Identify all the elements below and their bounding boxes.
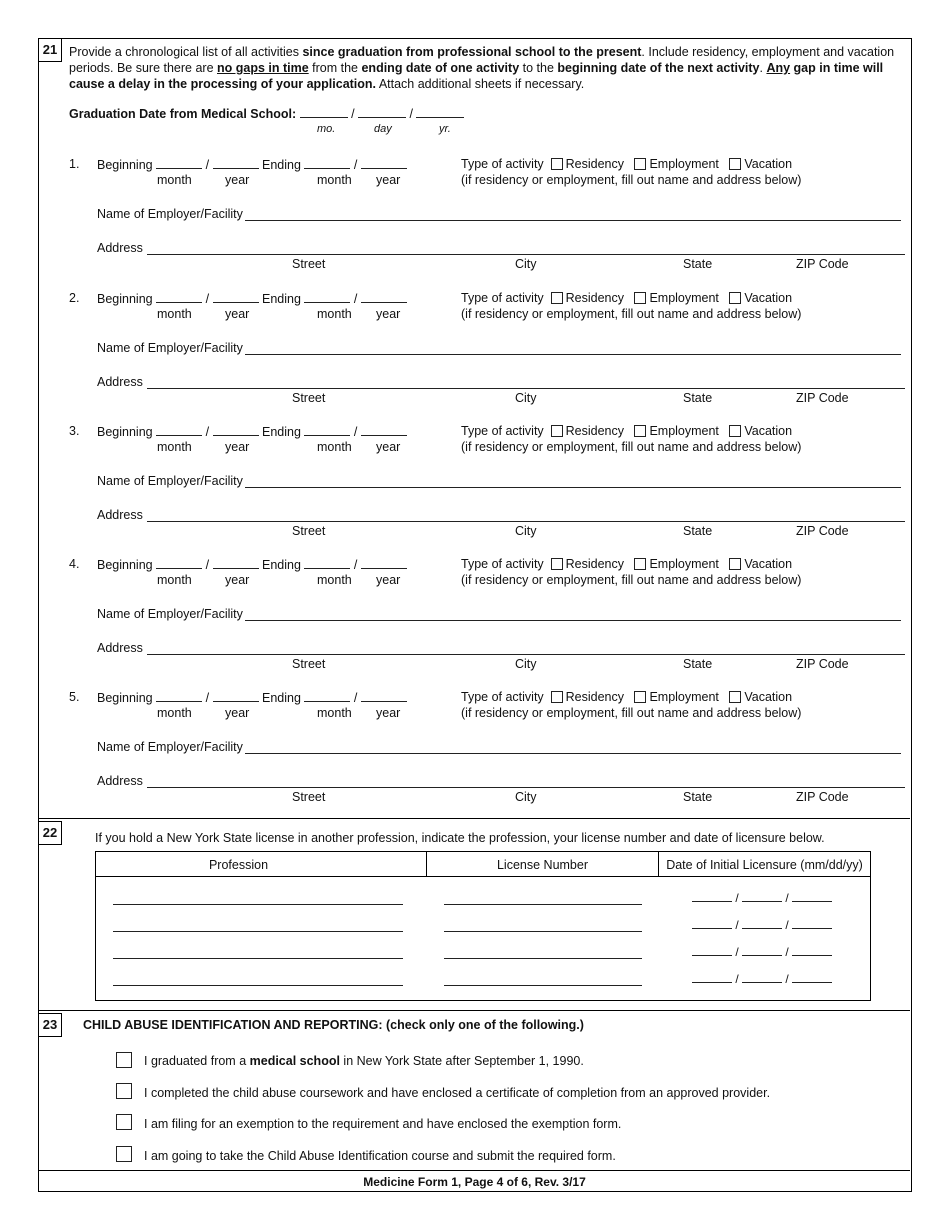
street-label: Street [292,257,326,271]
activity-dates: Beginning / Ending / [97,557,407,572]
activity-type-note: (if residency or employment, fill out name and address below) [461,440,802,454]
address-field[interactable] [147,787,905,788]
residency-checkbox[interactable] [551,691,563,703]
begin-year-field[interactable] [213,424,259,436]
divider-22 [39,818,910,819]
activity-type-row [461,424,792,438]
beginning-label: Beginning [97,691,153,705]
street-label: Street [292,391,326,405]
type-of-activity-label: Type of activity [461,157,544,171]
begin-year-field[interactable] [213,291,259,303]
address-row [97,774,143,788]
begin-month-label: month [157,440,192,454]
begin-month-field[interactable] [156,690,202,702]
city-label: City [515,790,537,804]
activity-number: 4. [69,557,80,571]
begin-month-label: month [157,573,192,587]
end-month-field[interactable] [304,690,350,702]
employer-field[interactable] [245,620,901,621]
child-abuse-option-1-label: I graduated from a medical school in New York State after September 1, 1990. [144,1054,584,1068]
end-month-label: month [317,706,352,720]
zip-label: ZIP Code [796,391,849,405]
residency-label: Residency [565,291,625,305]
vacation-checkbox[interactable] [729,292,741,304]
end-month-field[interactable] [304,157,350,169]
begin-year-label: year [225,706,250,720]
street-label: Street [292,790,326,804]
license-table [95,851,871,1001]
license-number-field[interactable] [444,985,642,986]
employer-label: Name of Employer/Facility [97,341,243,355]
ending-label: Ending [262,158,301,172]
zip-label: ZIP Code [796,657,849,671]
begin-year-field[interactable] [213,690,259,702]
employment-label: Employment [649,157,719,171]
address-field[interactable] [147,254,905,255]
begin-year-label: year [225,573,250,587]
address-row [97,508,143,522]
col-license-number: License Number [496,858,588,872]
end-year-field[interactable] [361,690,407,702]
city-label: City [515,257,537,271]
activity-type-note: (if residency or employment, fill out name and address below) [461,573,802,587]
address-field[interactable] [147,521,905,522]
beginning-label: Beginning [97,158,153,172]
end-year-label: year [376,706,401,720]
end-month-field[interactable] [304,424,350,436]
residency-label: Residency [565,557,625,571]
end-year-field[interactable] [361,557,407,569]
state-label: State [683,790,713,804]
employer-field[interactable] [245,753,901,754]
section-22-text: If you hold a New York State license in another profession, indicate the profession, your license number and date of licensure below. [95,831,825,845]
begin-month-field[interactable] [156,557,202,569]
address-row [97,641,143,655]
divider-23 [39,1010,910,1011]
employment-label: Employment [649,690,719,704]
grad-year-field[interactable] [416,106,464,118]
form-page [38,38,912,1192]
address-field[interactable] [147,388,905,389]
zip-label: ZIP Code [796,524,849,538]
street-label: Street [292,657,326,671]
vacation-checkbox[interactable] [729,558,741,570]
address-label: Address [97,641,143,655]
residency-checkbox[interactable] [551,292,563,304]
licensure-date-field[interactable]: / / [692,944,832,959]
city-label: City [515,391,537,405]
end-year-field[interactable] [361,291,407,303]
license-number-field[interactable] [444,931,642,932]
type-of-activity-label: Type of activity [461,424,544,438]
employment-checkbox[interactable] [634,292,646,304]
activity-type-note: (if residency or employment, fill out name and address below) [461,307,802,321]
employment-label: Employment [649,424,719,438]
employer-field[interactable] [245,354,901,355]
activity-type-row [461,557,792,571]
begin-year-field[interactable] [213,157,259,169]
vacation-checkbox[interactable] [729,158,741,170]
employment-checkbox[interactable] [634,158,646,170]
address-label: Address [97,508,143,522]
section-23-title: CHILD ABUSE IDENTIFICATION AND REPORTING: (check only one of the following.) [83,1018,584,1032]
grad-day-field[interactable] [358,106,406,118]
vacation-label: Vacation [744,291,793,305]
end-month-field[interactable] [304,557,350,569]
col-date-licensure: Date of Initial Licensure (mm/dd/yy) [666,858,863,872]
residency-label: Residency [565,690,625,704]
state-label: State [683,391,713,405]
end-year-field[interactable] [361,157,407,169]
section-21-number: 21 [38,38,62,62]
profession-field[interactable] [113,931,403,932]
activity-dates: Beginning / Ending / [97,157,407,172]
activity-type-note: (if residency or employment, fill out name and address below) [461,173,802,187]
vacation-label: Vacation [744,690,793,704]
activity-3 [39,424,913,558]
begin-month-field[interactable] [156,291,202,303]
type-of-activity-label: Type of activity [461,690,544,704]
begin-month-label: month [157,173,192,187]
employer-label: Name of Employer/Facility [97,474,243,488]
begin-year-field[interactable] [213,557,259,569]
employment-checkbox[interactable] [634,425,646,437]
vacation-checkbox[interactable] [729,691,741,703]
activity-number: 5. [69,690,80,704]
grad-month-field[interactable] [300,106,348,118]
grad-mo-label: mo. [317,123,336,135]
employer-row [97,341,243,355]
employer-row [97,740,243,754]
child-abuse-option-2-label: I completed the child abuse coursework and have enclosed a certificate of completion from an approved provider. [144,1086,771,1100]
child-abuse-option-3-label: I am filing for an exemption to the requirement and have enclosed the exemption form. [144,1117,622,1131]
activity-4 [39,557,913,691]
activity-type-note: (if residency or employment, fill out name and address below) [461,706,802,720]
activity-1 [39,157,913,291]
employer-row [97,207,243,221]
grad-yr-label: yr. [439,123,451,135]
graduation-date-row: Graduation Date from Medical School: / / [69,106,464,121]
child-abuse-option-3-checkbox[interactable] [116,1114,132,1130]
address-field[interactable] [147,654,905,655]
end-month-label: month [317,173,352,187]
profession-field[interactable] [113,958,403,959]
activity-number: 3. [69,424,80,438]
footer-divider [39,1170,910,1171]
employer-field[interactable] [245,487,901,488]
begin-year-label: year [225,173,250,187]
license-number-field[interactable] [444,904,642,905]
form-footer: Medicine Form 1, Page 4 of 6, Rev. 3/17 [363,1175,586,1189]
end-year-field[interactable] [361,424,407,436]
license-number-field[interactable] [444,958,642,959]
profession-field[interactable] [113,904,403,905]
end-year-label: year [376,573,401,587]
begin-month-field[interactable] [156,424,202,436]
ending-label: Ending [262,425,301,439]
activity-dates: Beginning / Ending / [97,690,407,705]
activity-number: 2. [69,291,80,305]
ending-label: Ending [262,292,301,306]
begin-year-label: year [225,307,250,321]
licensure-date-field[interactable]: / / [692,890,832,905]
ending-label: Ending [262,691,301,705]
section-22-number: 22 [38,821,62,845]
end-month-label: month [317,440,352,454]
address-label: Address [97,375,143,389]
address-row [97,375,143,389]
employment-label: Employment [649,291,719,305]
child-abuse-option-4-label: I am going to take the Child Abuse Identification course and submit the required form. [144,1149,616,1163]
child-abuse-option-2-checkbox[interactable] [116,1083,132,1099]
zip-label: ZIP Code [796,257,849,271]
employer-label: Name of Employer/Facility [97,740,243,754]
city-label: City [515,657,537,671]
activity-type-row [461,291,792,305]
address-label: Address [97,241,143,255]
graduation-date-label: Graduation Date from Medical School: [69,107,297,121]
end-year-label: year [376,440,401,454]
residency-checkbox[interactable] [551,425,563,437]
state-label: State [683,524,713,538]
activity-dates: Beginning / Ending / [97,291,407,306]
type-of-activity-label: Type of activity [461,291,544,305]
state-label: State [683,257,713,271]
employment-checkbox[interactable] [634,558,646,570]
employment-checkbox[interactable] [634,691,646,703]
activity-number: 1. [69,157,80,171]
state-label: State [683,657,713,671]
vacation-checkbox[interactable] [729,425,741,437]
beginning-label: Beginning [97,425,153,439]
residency-checkbox[interactable] [551,558,563,570]
end-year-label: year [376,307,401,321]
licensure-date-field[interactable]: / / [692,917,832,932]
beginning-label: Beginning [97,558,153,572]
zip-label: ZIP Code [796,790,849,804]
vacation-label: Vacation [744,557,793,571]
profession-field[interactable] [113,985,403,986]
begin-month-field[interactable] [156,157,202,169]
employer-field[interactable] [245,220,901,221]
city-label: City [515,524,537,538]
ending-label: Ending [262,558,301,572]
activity-5 [39,690,913,824]
end-month-label: month [317,307,352,321]
vacation-label: Vacation [744,157,793,171]
residency-checkbox[interactable] [551,158,563,170]
employer-row [97,607,243,621]
vacation-label: Vacation [744,424,793,438]
begin-year-label: year [225,440,250,454]
col-profession: Profession [208,858,269,872]
begin-month-label: month [157,307,192,321]
section-21-instructions: Provide a chronological list of all activities since graduation from professional school to the present. Include residency, employment and vacation periods. Be sure there are no gaps in time from the ending date of one activity to the beginning date of the next activity. Any gap in time will cause a delay in the processing of your application. Attach additional sheets if necessary. [69,45,895,91]
address-label: Address [97,774,143,788]
activity-type-row [461,690,792,704]
child-abuse-option-1-checkbox[interactable] [116,1052,132,1068]
begin-month-label: month [157,706,192,720]
employer-row [97,474,243,488]
residency-label: Residency [565,424,625,438]
child-abuse-option-4-checkbox[interactable] [116,1146,132,1162]
residency-label: Residency [565,157,625,171]
employer-label: Name of Employer/Facility [97,607,243,621]
licensure-date-field[interactable]: / / [692,971,832,986]
activity-2 [39,291,913,425]
beginning-label: Beginning [97,292,153,306]
address-row [97,241,143,255]
end-month-label: month [317,573,352,587]
end-month-field[interactable] [304,291,350,303]
end-year-label: year [376,173,401,187]
section-23-number: 23 [38,1013,62,1037]
employer-label: Name of Employer/Facility [97,207,243,221]
type-of-activity-label: Type of activity [461,557,544,571]
activity-type-row [461,157,792,171]
street-label: Street [292,524,326,538]
activity-dates: Beginning / Ending / [97,424,407,439]
grad-day-label: day [374,123,392,135]
employment-label: Employment [649,557,719,571]
